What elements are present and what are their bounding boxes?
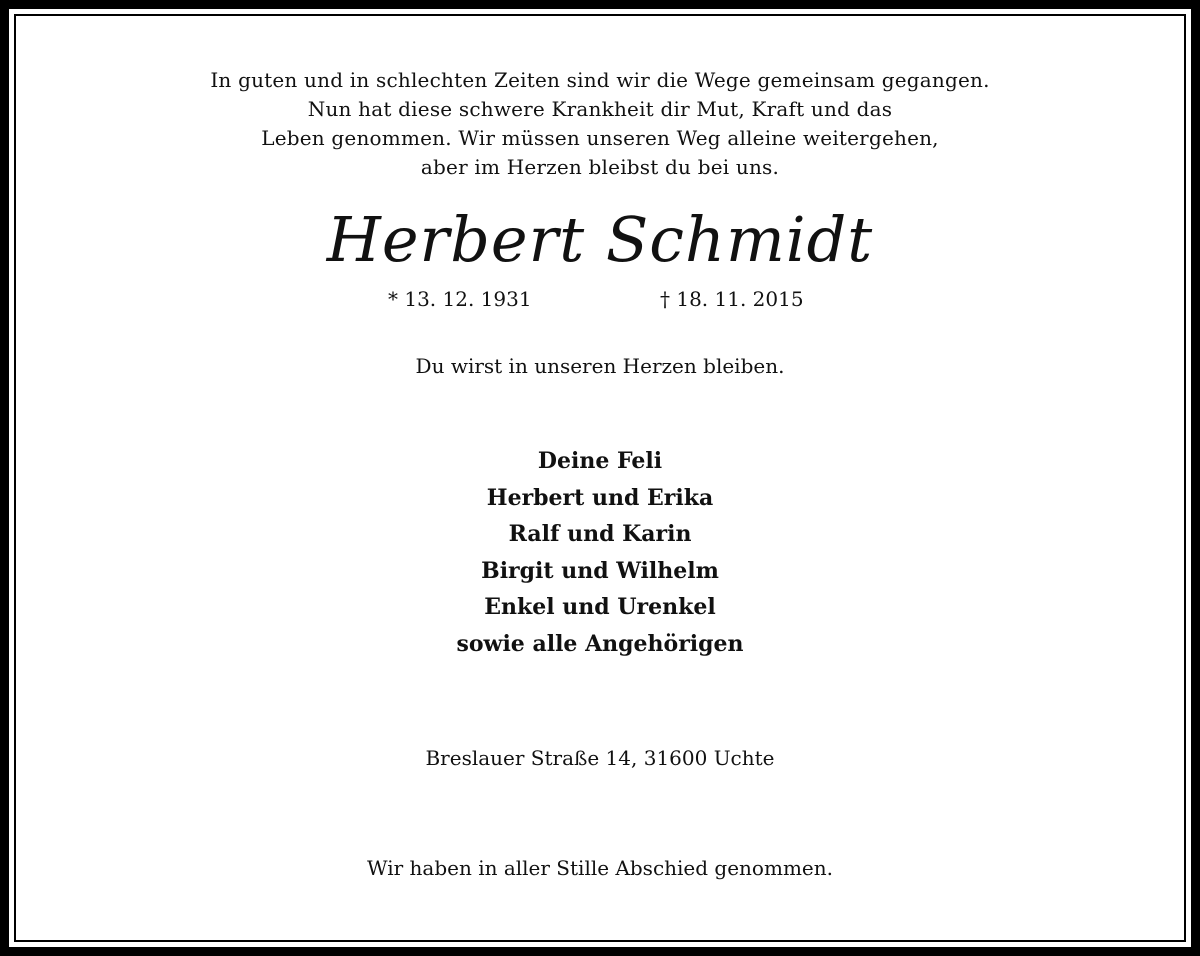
poem-line: aber im Herzen bleibst du bei uns.	[420, 155, 780, 179]
birth-date: * 13. 12. 1931	[388, 287, 532, 311]
deceased-name: Herbert Schmidt	[326, 203, 874, 276]
life-dates	[0, 285, 1200, 313]
mourner-entry: Deine Feli	[537, 448, 663, 474]
farewell-note: Wir haben in aller Stille Abschied genommen.	[367, 856, 833, 880]
poem-line: In guten und in schlechten Zeiten sind wir die Wege gemeinsam gegangen.	[210, 68, 990, 92]
mourner-entry: Ralf und Karin	[508, 521, 692, 548]
poem-line: Leben genommen. Wir müssen unseren Weg alleine weitergehen,	[261, 126, 939, 150]
motto: Du wirst in unseren Herzen bleiben.	[415, 354, 785, 378]
mourner-entry: Birgit und Wilhelm	[481, 557, 719, 584]
mourner-entry: Herbert und Erika	[486, 484, 714, 511]
mourner-entry: sowie alle Angehörigen	[456, 630, 744, 657]
death-date: † 18. 11. 2015	[660, 287, 804, 311]
address: Breslauer Straße 14, 31600 Uchte	[425, 746, 775, 770]
poem-line: Nun hat diese schwere Krankheit dir Mut, Kraft und das	[307, 97, 893, 121]
poem	[0, 66, 1200, 182]
mourners-list	[0, 443, 1200, 663]
mourner-entry: Enkel und Urenkel	[484, 594, 716, 621]
